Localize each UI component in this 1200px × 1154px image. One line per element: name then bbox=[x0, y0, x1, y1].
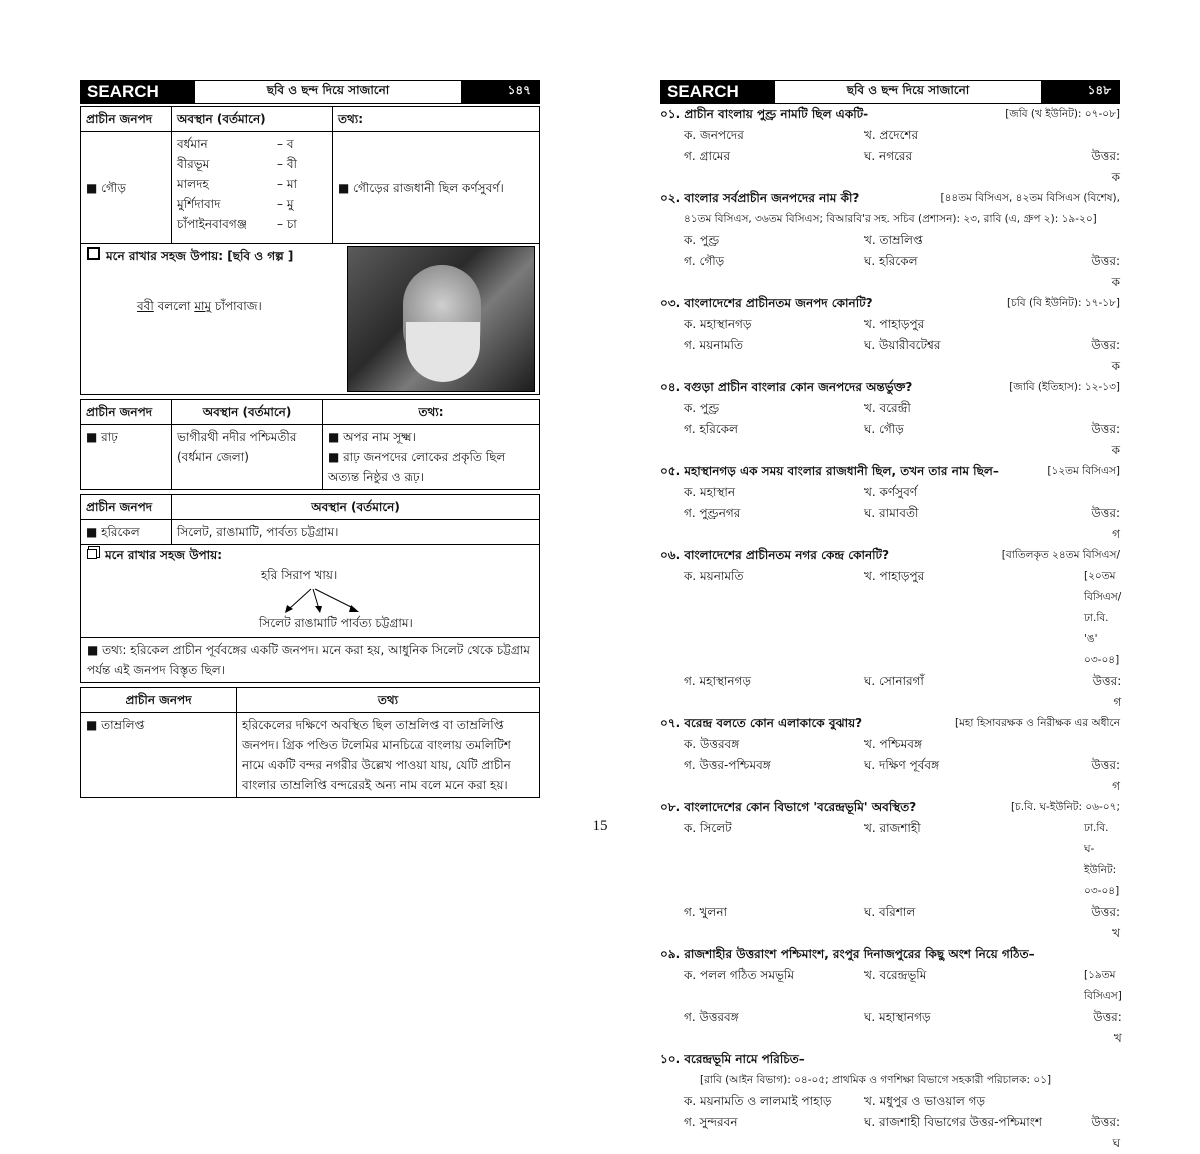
question-source: [মহা হিসাবরক্ষক ও নিরীক্ষক এর অধীনে bbox=[954, 717, 1120, 729]
option-b: খ. প্রদেশের bbox=[864, 128, 919, 142]
option-b: খ. রাজশাহী bbox=[864, 821, 921, 835]
answer: উত্তর: গ bbox=[1092, 674, 1122, 709]
tip-box bbox=[80, 244, 540, 395]
col-header: প্রাচীন জনপদ bbox=[81, 688, 237, 713]
info-cell: ■ গৌড়ের রাজধানী ছিল কর্ণসুবর্ণ। bbox=[333, 132, 540, 244]
copy-icon bbox=[87, 549, 97, 559]
option-b: খ. পাহাড়পুর bbox=[864, 569, 925, 583]
janapada-cell: ■ রাঢ় bbox=[81, 425, 172, 490]
info-line: ■ রাঢ় জনপদের লোকের প্রকৃতি ছিল অত্যন্ত নিষ্ঠুর ও রূঢ়। bbox=[328, 450, 506, 484]
info-cell bbox=[323, 425, 540, 490]
tip2-title bbox=[81, 545, 539, 569]
col-header: প্রাচীন জনপদ bbox=[81, 495, 172, 520]
photo-frame bbox=[345, 244, 539, 394]
page-header bbox=[80, 80, 540, 104]
table-tamralipta bbox=[80, 687, 540, 798]
page-number: ১৪৭ bbox=[461, 81, 539, 103]
mnemonic-word: ববী bbox=[137, 299, 154, 313]
col-header: তথ্য bbox=[237, 688, 540, 713]
mnemonic-line1: হরি সিরাপ খায়। bbox=[261, 568, 338, 582]
janapada-cell: ■ তাম্রলিপ্ত bbox=[81, 713, 237, 798]
location-cell: সিলেট, রাঙামাটি, পার্বত্য চট্টগ্রাম। bbox=[172, 520, 540, 545]
brand-label: SEARCH bbox=[81, 81, 195, 103]
question-text: ০৬. বাংলাদেশের প্রাচীনতম নগর কেন্দ্র কোনটি? bbox=[660, 548, 890, 562]
option-d: ঘ. মহাস্থানগড় bbox=[864, 1010, 931, 1024]
table-rarh bbox=[80, 399, 540, 490]
option-a: ক. পুণ্ড্র bbox=[684, 233, 720, 247]
tip2-box bbox=[80, 545, 540, 638]
option-d: ঘ. উয়ারীবটেশ্বর bbox=[864, 338, 941, 352]
option-b: খ. পাহাড়পুর bbox=[864, 317, 925, 331]
question-source-3: [২০তম বিসিএস/ ঢা.বি. 'ঙ' ০৩-০৪] bbox=[1084, 570, 1122, 666]
answer: উত্তর: ক bbox=[1091, 149, 1120, 184]
option-d: ঘ. সোনারগাঁ bbox=[864, 674, 924, 688]
question-source: [জবি (খ ইউনিট): ০৭-০৮] bbox=[1005, 108, 1120, 120]
page-header bbox=[660, 80, 1120, 104]
checkbox-icon bbox=[87, 247, 100, 260]
arrows-icon bbox=[281, 587, 381, 615]
question-source-2: [রাবি (আইন বিভাগ): ০৪-০৫; প্রাথমিক ও গণশিক্ষা বিভাগে সহকারী পরিচালক: ০১] bbox=[700, 1074, 1052, 1086]
mnemonic-word: বললো bbox=[157, 299, 191, 313]
janapada-cell: ■ হরিকেল bbox=[81, 520, 172, 545]
table-gaur bbox=[80, 106, 540, 244]
question-block bbox=[660, 377, 1120, 461]
mnemonic-word: মামু bbox=[194, 299, 212, 313]
district-abbr: – চা bbox=[277, 217, 297, 231]
right-page bbox=[660, 80, 1120, 1154]
left-page bbox=[80, 80, 540, 798]
answer: উত্তর: গ bbox=[1091, 758, 1120, 793]
page-number: ১৪৮ bbox=[1041, 81, 1119, 103]
question-block bbox=[660, 104, 1120, 188]
option-d: ঘ. নগরের bbox=[864, 149, 913, 163]
answer: উত্তর: ক bbox=[1091, 254, 1120, 289]
question-text: ০২. বাংলার সর্বপ্রাচীন জনপদের নাম কী? bbox=[660, 191, 860, 205]
option-c: গ. উত্তরবঙ্গ bbox=[684, 1010, 739, 1024]
col-header: অবস্থান (বর্তমানে) bbox=[172, 400, 323, 425]
option-c: গ. সুন্দরবন bbox=[684, 1115, 738, 1129]
col-header: প্রাচীন জনপদ bbox=[81, 400, 172, 425]
question-block bbox=[660, 293, 1120, 377]
option-b: খ. মধুপুর ও ভাওয়াল গড় bbox=[864, 1094, 986, 1108]
districts-cell bbox=[172, 132, 333, 244]
option-a: ক. পুণ্ড্র bbox=[684, 401, 720, 415]
header-title: ছবি ও ছন্দ দিয়ে সাজানো bbox=[266, 83, 390, 97]
option-a: ক. পলল গঠিত সমভূমি bbox=[684, 968, 795, 982]
option-d: ঘ. দক্ষিণ পূর্ববঙ্গ bbox=[864, 758, 940, 772]
question-list bbox=[660, 104, 1120, 1154]
option-c: গ. খুলনা bbox=[684, 905, 727, 919]
option-a: ক. মহাস্থান bbox=[684, 485, 736, 499]
district: মুর্শিদাবাদ bbox=[177, 197, 221, 211]
header-title: ছবি ও ছন্দ দিয়ে সাজানো bbox=[846, 83, 970, 97]
col-header: প্রাচীন জনপদ bbox=[81, 107, 172, 132]
option-d: ঘ. বরিশাল bbox=[864, 905, 916, 919]
district-abbr: – বী bbox=[277, 157, 297, 171]
fact-box: ■ তথ্য: হরিকেল প্রাচীন পূর্ববঙ্গের একটি জনপদ। মনে করা হয়, আধুনিক সিলেট থেকে চট্টগ্রাম পর্যন্ত এই জনপদ বিস্তৃত ছিল। bbox=[80, 638, 540, 683]
brand-label: SEARCH bbox=[661, 81, 775, 103]
option-c: গ. পুণ্ড্রনগর bbox=[684, 506, 741, 520]
question-text: ১০. বরেন্দ্রভূমি নামে পরিচিত– bbox=[660, 1052, 805, 1066]
question-source: [চবি (বি ইউনিট): ১৭-১৮] bbox=[1007, 297, 1120, 309]
question-source-3: ঢা.বি. ঘ-ইউনিট: ০৩-০৪] bbox=[1084, 822, 1120, 897]
option-a: ক. জনপদের bbox=[684, 128, 744, 142]
option-b: খ. তাম্রলিপ্ত bbox=[864, 233, 923, 247]
question-source: [জাবি (ইতিহাস): ১২-১৩] bbox=[1009, 381, 1120, 393]
question-block bbox=[660, 545, 1120, 713]
question-source: [১২তম বিসিএস] bbox=[1047, 465, 1120, 477]
tip2-title-text: মনে রাখার সহজ উপায়: bbox=[105, 548, 223, 562]
answer: উত্তর: খ bbox=[1093, 1010, 1122, 1045]
answer: উত্তর: ক bbox=[1091, 422, 1120, 457]
answer: উত্তর: ক bbox=[1091, 338, 1120, 373]
option-b: খ. পশ্চিমবঙ্গ bbox=[864, 737, 922, 751]
option-c: গ. মহাস্থানগড় bbox=[684, 674, 751, 688]
table-harikel bbox=[80, 494, 540, 545]
option-a: ক. উত্তরবঙ্গ bbox=[684, 737, 740, 751]
district-abbr: – মু bbox=[277, 197, 294, 211]
option-c: গ. হরিকেল bbox=[684, 422, 738, 436]
answer: উত্তর: খ bbox=[1091, 905, 1120, 940]
option-b: খ. বরেন্দ্রী bbox=[864, 401, 911, 415]
option-d: ঘ. হরিকেল bbox=[864, 254, 918, 268]
district-abbr: – মা bbox=[277, 177, 297, 191]
question-source-3: [১৯তম বিসিএস] bbox=[1084, 969, 1122, 1002]
option-b: খ. বরেন্দ্রভূমি bbox=[864, 968, 927, 982]
footer-page-number: 15 bbox=[592, 818, 608, 834]
option-a: ক. ময়নামতি ও লালমাই পাহাড় bbox=[684, 1094, 832, 1108]
question-text: ০৫. মহাস্থানগড় এক সময় বাংলার রাজধানী ছিল, তখন তার নাম ছিল– bbox=[660, 464, 999, 478]
col-header: তথ্য: bbox=[323, 400, 540, 425]
col-header: অবস্থান (বর্তমানে) bbox=[172, 495, 540, 520]
district: চাঁপাইনবাবগঞ্জ bbox=[177, 217, 247, 231]
question-text: ০১. প্রাচীন বাংলায় পুণ্ড্র নামটি ছিল একটি- bbox=[660, 107, 869, 121]
question-block bbox=[660, 188, 1120, 293]
option-a: ক. ময়নামতি bbox=[684, 569, 744, 583]
question-source: [বাতিলকৃত ২৪তম বিসিএস/ bbox=[1001, 549, 1120, 561]
question-text: ০৩. বাংলাদেশের প্রাচীনতম জনপদ কোনটি? bbox=[660, 296, 873, 310]
mnemonic-word: চাঁপাবাজ। bbox=[214, 299, 262, 313]
option-c: গ. উত্তর-পশ্চিমবঙ্গ bbox=[684, 758, 771, 772]
location-cell: ভাগীরথী নদীর পশ্চিমতীর (বর্ধমান জেলা) bbox=[172, 425, 323, 490]
option-d: ঘ. রামাবতী bbox=[864, 506, 919, 520]
option-d: ঘ. গৌড় bbox=[864, 422, 904, 436]
mnemonic bbox=[137, 298, 339, 318]
answer: উত্তর: গ bbox=[1091, 506, 1120, 541]
question-text: ০৭. বরেন্দ্র বলতে কোন এলাকাকে বুঝায়? bbox=[660, 716, 863, 730]
question-block bbox=[660, 944, 1120, 1049]
question-block bbox=[660, 461, 1120, 545]
district: বীরভূম bbox=[177, 157, 210, 171]
col-header: তথ্য: bbox=[333, 107, 540, 132]
question-source-2: ৪১তম বিসিএস, ৩৬তম বিসিএস; বিআরবি'র সহ. সচিব (প্রশাসন): ২৩, রাবি (এ, গ্রুপ ২): ১৯-২০] bbox=[684, 213, 1097, 225]
question-block bbox=[660, 713, 1120, 797]
info-cell: হরিকেলের দক্ষিণে অবস্থিত ছিল তাম্রলিপ্ত বা তাম্রলিপ্তি জনপদ। গ্রিক পণ্ডিত টলেমির মানচিত্রে বাংলায় তমলিটিশ নামে একটি বন্দর নগরীর উল্লেখ পাওয়া যায়, যেটি প্রাচীন বাংলার তাম্রলিপ্তি বন্দরেরই অন্য নাম বলে মনে করা হয়। bbox=[237, 713, 540, 798]
portrait-photo bbox=[347, 246, 535, 392]
question-source: [চ.বি. ঘ-ইউনিট: ০৬-০৭; bbox=[1010, 801, 1120, 813]
question-text: ০৯. রাজশাহীর উত্তরাংশ পশ্চিমাংশ, রংপুর দিনাজপুরের কিছু অংশ নিয়ে গঠিত– bbox=[660, 947, 1035, 961]
option-c: গ. গৌড় bbox=[684, 254, 725, 268]
info-line: ■ অপর নাম সূক্ষ্ম। bbox=[328, 430, 416, 444]
option-d: ঘ. রাজশাহী বিভাগের উত্তর-পশ্চিমাংশ bbox=[864, 1115, 1042, 1129]
district: বর্ধমান bbox=[177, 137, 208, 151]
option-c: গ. ময়নামতি bbox=[684, 338, 743, 352]
col-header: অবস্থান (বর্তমানে) bbox=[172, 107, 333, 132]
question-text: ০৮. বাংলাদেশের কোন বিভাগে 'বরেন্দ্রভূমি' অবস্থিত? bbox=[660, 800, 917, 814]
tip-title-text: মনে রাখার সহজ উপায়: [ছবি ও গল্প ] bbox=[106, 249, 294, 263]
district-abbr: – ব bbox=[277, 137, 294, 151]
question-source: [৪৪তম বিসিএস, ৪২তম বিসিএস (বিশেষ), bbox=[940, 192, 1120, 204]
tip-text bbox=[81, 244, 345, 394]
question-block bbox=[660, 1049, 1120, 1154]
district: মালদহ bbox=[177, 177, 209, 191]
question-text: ০৪. বগুড়া প্রাচীন বাংলার কোন জনপদের অন্তর্ভুক্ত? bbox=[660, 380, 913, 394]
option-b: খ. কর্ণসুবর্ণ bbox=[864, 485, 918, 499]
option-a: ক. মহাস্থানগড় bbox=[684, 317, 752, 331]
answer: উত্তর: ঘ bbox=[1091, 1115, 1120, 1150]
mnemonic-line2: সিলেট রাঙামাটি পার্বত্য চট্টগ্রাম। bbox=[259, 616, 413, 630]
janapada-cell: ■ গৌড় bbox=[81, 132, 172, 244]
option-c: গ. গ্রামের bbox=[684, 149, 731, 163]
tip-title bbox=[87, 247, 339, 268]
option-a: ক. সিলেট bbox=[684, 821, 732, 835]
